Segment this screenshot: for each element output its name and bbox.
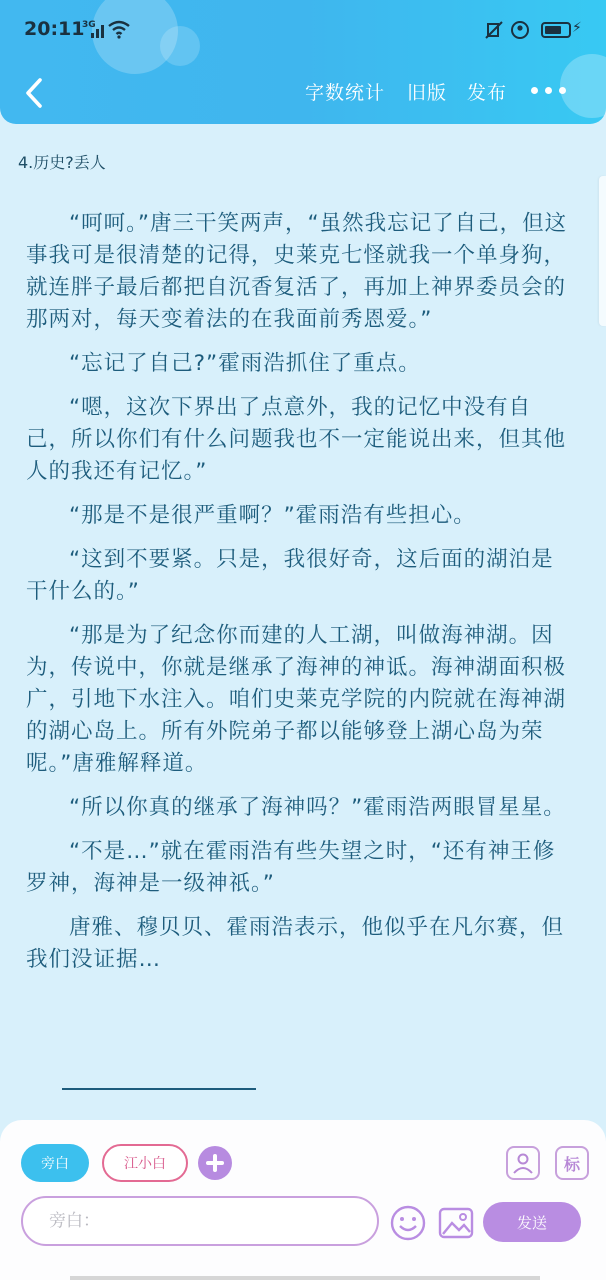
add-role-icon[interactable] <box>198 1146 232 1180</box>
story-paragraph: “忘记了自己?”霍雨浩抓住了重点。 <box>69 351 421 376</box>
chapter-title: 4.历史?丢人 <box>18 153 106 172</box>
message-input[interactable] <box>21 1196 379 1246</box>
role-character-button[interactable]: 江小白 <box>102 1144 188 1182</box>
publish-button[interactable]: 发布 <box>467 82 508 104</box>
story-paragraph: “呵呵。”唐三干笑两声，“虽然我忘记了自己，但这事我可是很清楚的记得，史莱克七怪就我一个单身狗，就连胖子最后都把自沉香复活了，再加上神界委员会的那两对，每天变着法的在我面前秀恩爱。” <box>26 211 568 332</box>
story-paragraph: “所以你真的继承了海神吗？”霍雨浩两眼冒星星。 <box>69 795 566 820</box>
scrollbar[interactable] <box>599 176 606 326</box>
composer-panel <box>0 1120 606 1280</box>
network-type: 3G <box>82 20 96 30</box>
story-paragraph: “嗯，这次下界出了点意外，我的记忆中没有自己，所以你们有什么问题我也不一定能说出来，但其他人的我还有记忆。” <box>26 395 567 484</box>
back-icon[interactable] <box>20 76 50 110</box>
charging-icon: ⚡ <box>572 20 582 36</box>
top-header <box>0 0 606 124</box>
story-paragraph: “那是为了纪念你而建的人工湖，叫做海神湖。因为，传说中，你就是继承了海神的神诋。海神湖面积极广，引地下水注入。咱们史莱克学院的内院就在海神湖的湖心岛上。所有外院弟子都以能够登上湖心岛为荣呢。”唐雅解释道。 <box>26 623 567 776</box>
old-version-button[interactable]: 旧版 <box>407 82 448 104</box>
story-paragraph: 唐雅、穆贝贝、霍雨浩表示，他似乎在凡尔赛，但我们没证据… <box>26 915 565 972</box>
image-icon[interactable] <box>437 1204 475 1242</box>
story-paragraph: “不是…”就在霍雨浩有些失望之时，“还有神王修罗神，海神是一级神祇。” <box>26 839 556 896</box>
story-paragraph: “这到不要紧。只是，我很好奇，这后面的湖泊是干什么的。” <box>26 547 554 604</box>
home-indicator <box>70 1276 540 1280</box>
story-content <box>26 208 572 988</box>
send-button[interactable]: 发送 <box>483 1202 581 1242</box>
mark-button[interactable]: 标 <box>555 1146 589 1180</box>
status-bar <box>0 0 606 64</box>
status-time: 20:11 <box>24 18 85 40</box>
more-options-icon[interactable] <box>531 87 567 97</box>
section-divider <box>62 1088 256 1090</box>
emoji-icon[interactable] <box>389 1204 427 1242</box>
character-settings-icon[interactable] <box>506 1146 540 1180</box>
person-icon <box>511 1151 535 1175</box>
role-narrator-button[interactable]: 旁白 <box>21 1144 89 1182</box>
wifi-icon <box>106 18 132 40</box>
battery-icon <box>541 22 571 38</box>
word-count-button[interactable]: 字数统计 <box>305 82 386 104</box>
story-paragraph: “那是不是很严重啊？”霍雨浩有些担心。 <box>69 503 476 528</box>
